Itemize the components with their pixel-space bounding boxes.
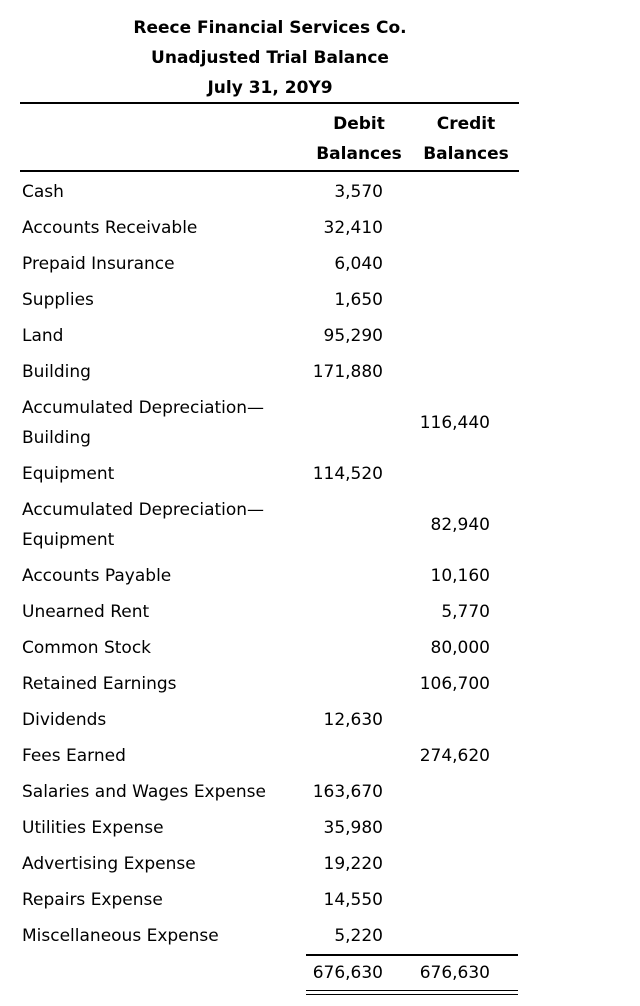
account-name: Supplies (22, 290, 94, 310)
report-date: July 31, 20Y9 (207, 78, 333, 98)
debit-value: 171,880 (312, 362, 383, 382)
debit-value: 6,040 (334, 254, 383, 274)
debit-heading-line2: Balances (316, 144, 402, 164)
account-name: Accounts Receivable (22, 218, 198, 238)
credit-value: 82,940 (430, 515, 490, 535)
credit-value: 80,000 (430, 638, 490, 658)
debit-value: 32,410 (323, 218, 383, 238)
debit-value: 3,570 (334, 182, 383, 202)
account-name: Accumulated Depreciation— (22, 398, 265, 418)
total-rule (306, 954, 518, 956)
credit-heading-line1: Credit (436, 114, 496, 134)
credit-value: 106,700 (419, 674, 490, 694)
debit-value: 12,630 (323, 710, 383, 730)
credit-heading-line2: Balances (423, 144, 509, 164)
account-name-continued: Equipment (22, 530, 115, 550)
account-name: Retained Earnings (22, 674, 177, 694)
debit-value: 95,290 (323, 326, 383, 346)
debit-value: 163,670 (312, 782, 383, 802)
account-name: Cash (22, 182, 64, 202)
debit-value: 1,650 (334, 290, 383, 310)
debit-total: 676,630 (312, 963, 383, 983)
account-name: Building (22, 362, 91, 382)
double-underline-top (306, 990, 518, 991)
credit-value: 10,160 (430, 566, 490, 586)
company-name: Reece Financial Services Co. (133, 18, 407, 38)
account-name: Equipment (22, 464, 115, 484)
credit-value: 274,620 (419, 746, 490, 766)
credit-total: 676,630 (419, 963, 490, 983)
debit-value: 5,220 (334, 926, 383, 946)
debit-heading-line1: Debit (333, 114, 385, 134)
double-underline-bottom (306, 994, 518, 995)
header-rule (20, 102, 519, 104)
account-name: Salaries and Wages Expense (22, 782, 266, 802)
account-name: Accounts Payable (22, 566, 172, 586)
account-name-continued: Building (22, 428, 91, 448)
debit-value: 35,980 (323, 818, 383, 838)
account-name: Utilities Expense (22, 818, 164, 838)
account-name: Common Stock (22, 638, 152, 658)
account-name: Repairs Expense (22, 890, 163, 910)
account-name: Fees Earned (22, 746, 126, 766)
report-title: Unadjusted Trial Balance (151, 48, 389, 68)
credit-value: 5,770 (441, 602, 490, 622)
credit-value: 116,440 (419, 413, 490, 433)
account-name: Accumulated Depreciation— (22, 500, 265, 520)
account-name: Land (22, 326, 64, 346)
account-name: Prepaid Insurance (22, 254, 175, 274)
debit-value: 19,220 (323, 854, 383, 874)
account-name: Miscellaneous Expense (22, 926, 219, 946)
debit-value: 14,550 (323, 890, 383, 910)
account-name: Advertising Expense (22, 854, 196, 874)
column-heading-rule (20, 170, 519, 172)
account-name: Dividends (22, 710, 107, 730)
account-name: Unearned Rent (22, 602, 150, 622)
debit-value: 114,520 (312, 464, 383, 484)
